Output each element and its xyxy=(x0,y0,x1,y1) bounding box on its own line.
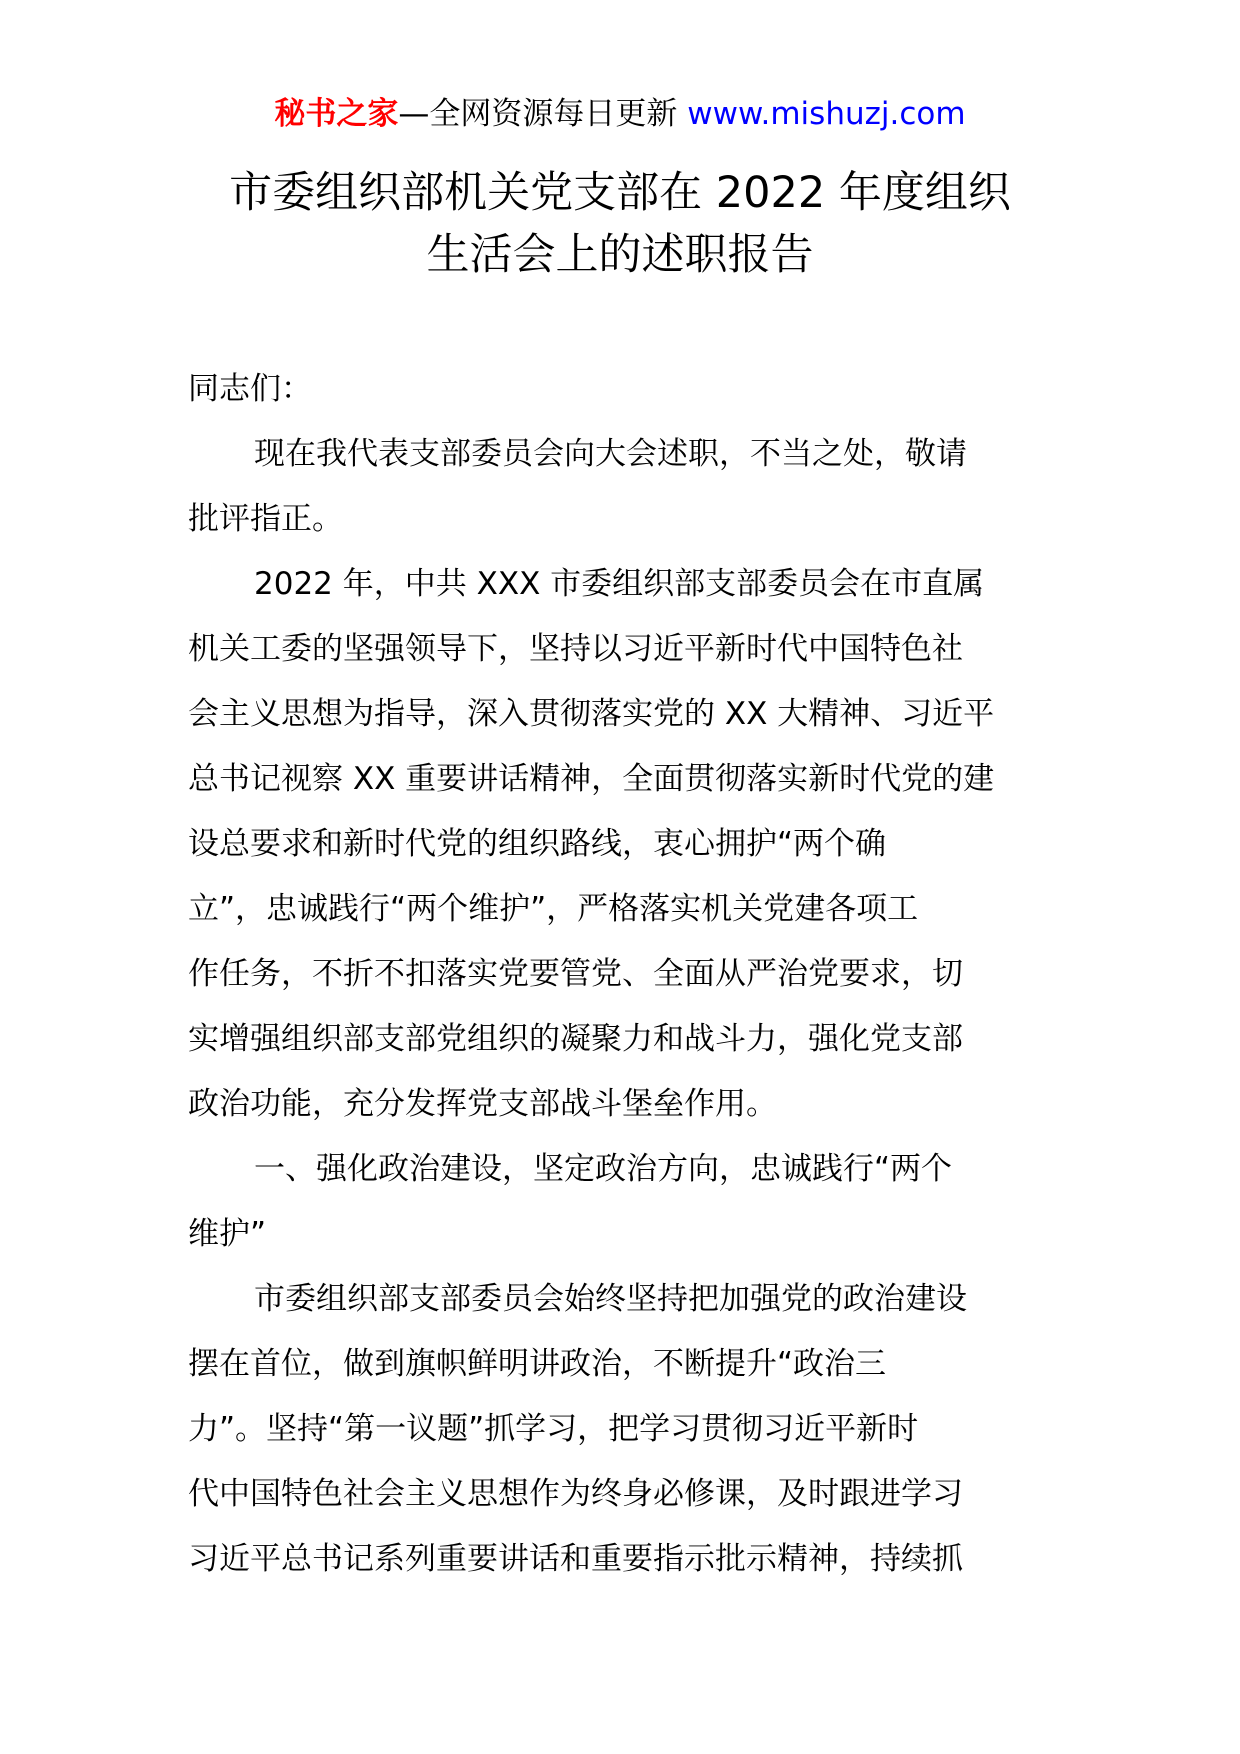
paragraph-1-line-2: 批评指正。 xyxy=(188,501,343,537)
paragraph-2-line-7: 作任务，不折不扣落实党要管党、全面从严治党要求，切 xyxy=(188,956,963,992)
paragraph-2-line-2: 机关工委的坚强领导下，坚持以习近平新时代中国特色社 xyxy=(188,631,963,667)
paragraph-3-line-2: 摆在首位，做到旗帜鲜明讲政治，不断提升“政治三 xyxy=(188,1346,887,1382)
paragraph-2-line-4: 总书记视察 XX 重要讲话精神，全面贯彻落实新时代党的建 xyxy=(188,761,995,797)
header-tagline: —全网资源每日更新 xyxy=(398,96,678,132)
paragraph-2-line-6: 立”，忠诚践行“两个维护”，严格落实机关党建各项工 xyxy=(188,891,919,927)
document-title xyxy=(0,162,1240,286)
paragraph-3-line-5: 习近平总书记系列重要讲话和重要指示批示精神，持续抓 xyxy=(188,1541,963,1577)
section-heading-1-line-2: 维护” xyxy=(188,1216,267,1252)
title-line-2: 生活会上的述职报告 xyxy=(426,230,814,280)
paragraph-2-line-8: 实增强组织部支部党组织的凝聚力和战斗力，强化党支部 xyxy=(188,1021,963,1057)
document-body xyxy=(188,357,1054,1592)
salutation: 同志们： xyxy=(188,371,312,407)
paragraph-2-line-9: 政治功能，充分发挥党支部战斗堡垒作用。 xyxy=(188,1086,777,1122)
paragraph-2-line-5: 设总要求和新时代党的组织路线，衷心拥护“两个确 xyxy=(188,826,887,862)
paragraph-3-line-4: 代中国特色社会主义思想作为终身必修课，及时跟进学习 xyxy=(188,1476,963,1512)
paragraph-2-line-1: 2022 年，中共 XXX 市委组织部支部委员会在市直属 xyxy=(254,566,985,602)
brand-name: 秘书之家 xyxy=(274,96,399,132)
paragraph-1-line-1: 现在我代表支部委员会向大会述职，不当之处，敬请 xyxy=(254,436,967,472)
section-heading-1-line-1: 一、强化政治建设，坚定政治方向，忠诚践行“两个 xyxy=(254,1151,953,1187)
paragraph-3-line-3: 力”。坚持“第一议题”抓学习，把学习贯彻习近平新时 xyxy=(188,1411,919,1447)
site-url-link[interactable]: www.mishuzj.com xyxy=(687,96,966,132)
paragraph-3-line-1: 市委组织部支部委员会始终坚持把加强党的政治建设 xyxy=(254,1281,967,1317)
paragraph-2-line-3: 会主义思想为指导，深入贯彻落实党的 XX 大精神、习近平 xyxy=(188,696,995,732)
site-header xyxy=(0,92,1240,136)
title-line-1: 市委组织部机关党支部在 2022 年度组织 xyxy=(229,168,1011,218)
